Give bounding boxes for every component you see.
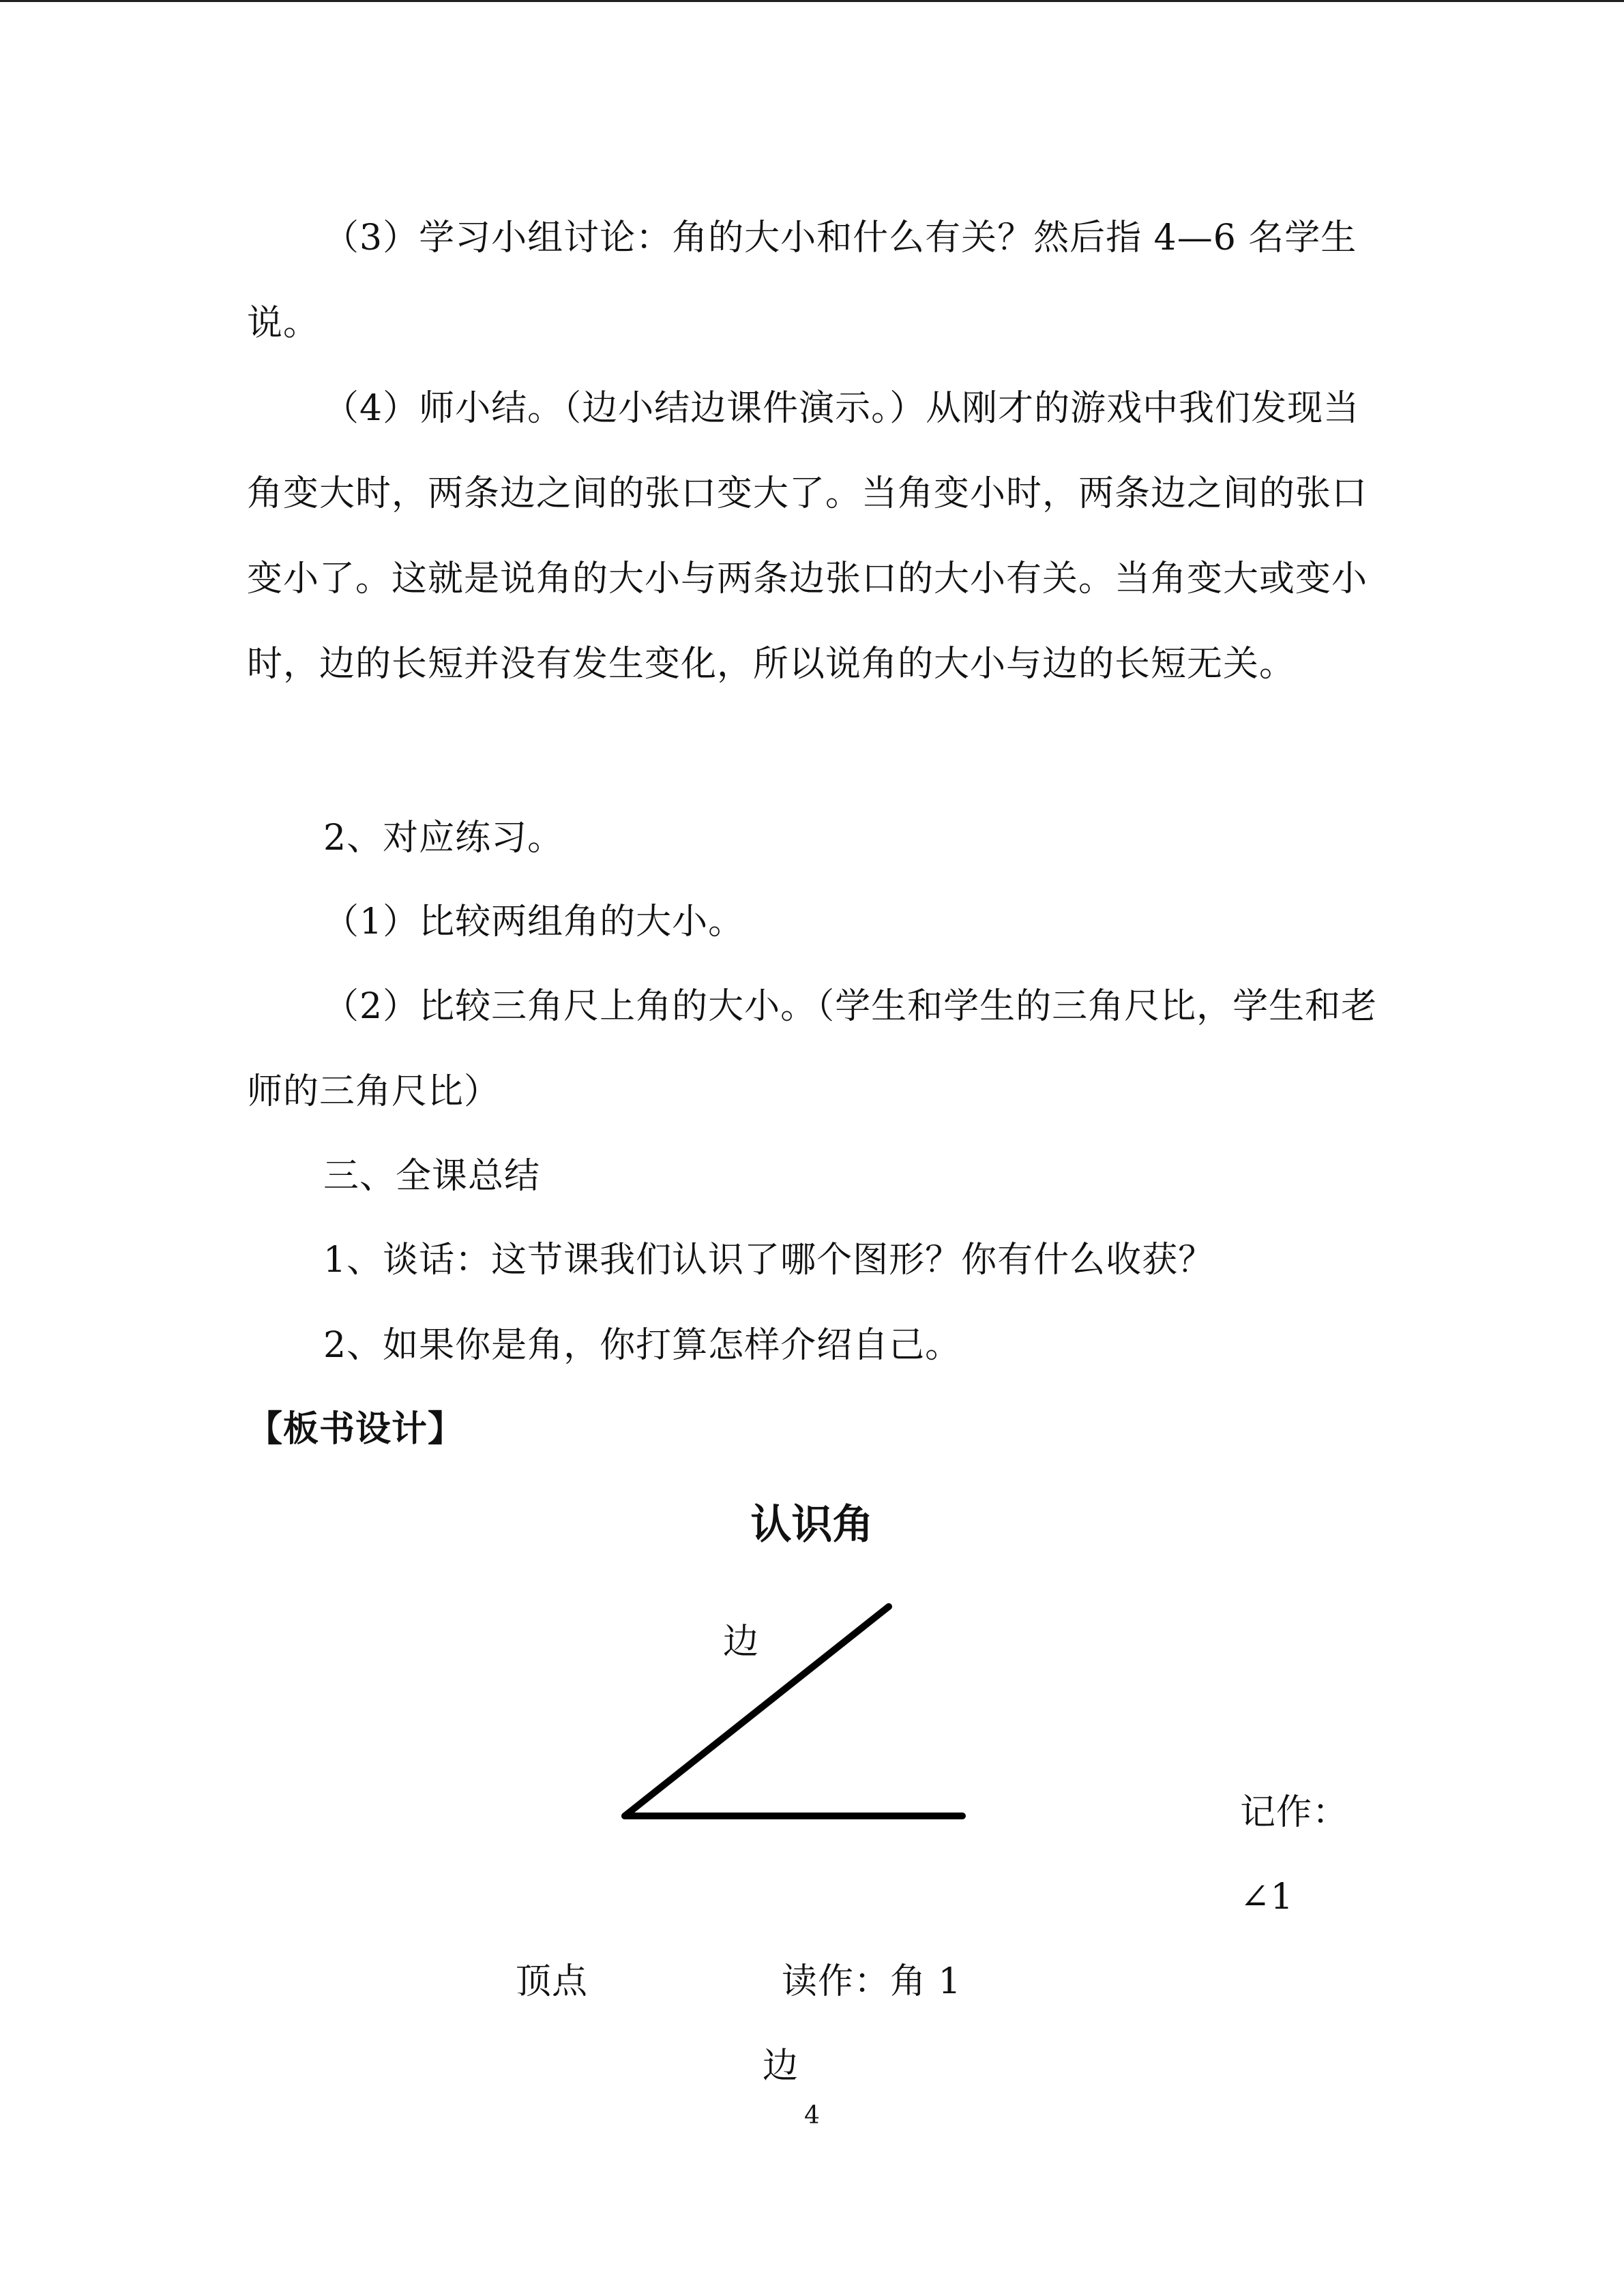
exercise-heading: 2、对应练习。	[323, 818, 564, 859]
label-side-lower: 边	[763, 2046, 799, 2087]
label-side-upper: 边	[723, 1622, 760, 1663]
exercise-item-1: （1）比较两组角的大小。	[323, 901, 745, 942]
exercise-item-2: （2）比较三角尺上角的大小。（学生和学生的三角尺比，学生和老师的三角尺比）	[247, 986, 1378, 1112]
summary-item-2: 2、如果你是角，你打算怎样介绍自己。	[323, 1325, 962, 1366]
board-design-heading: 【板书设计】	[247, 1409, 464, 1450]
label-angle-symbol: ∠1	[1240, 1877, 1294, 1918]
label-read-as: 读作：角 1	[782, 1961, 962, 2002]
label-write-as: 记作：	[1240, 1792, 1349, 1833]
diagram-title: 认识角	[750, 1501, 874, 1549]
paragraph-teacher-summary: （4）师小结。（边小结边课件演示。）从刚才的游戏中我们发现当角变大时，两条边之间的张口变大了。当角变小时，两条边之间的张口变小了。这就是说角的大小与两条边张口的大小有关。当角变大或变小时，边的长短并没有发生变化，所以说角的大小与边的长短无关。	[247, 388, 1368, 685]
page-number: 4	[804, 2102, 820, 2130]
paragraph-group-discussion: （3）学习小组讨论：角的大小和什么有关？然后指 4—6 名学生说。	[247, 218, 1357, 344]
label-vertex: 顶点	[516, 1961, 589, 2002]
section-summary-heading: 三、全课总结	[323, 1156, 541, 1197]
summary-item-1: 1、谈话：这节课我们认识了哪个图形？你有什么收获？	[323, 1240, 1215, 1281]
